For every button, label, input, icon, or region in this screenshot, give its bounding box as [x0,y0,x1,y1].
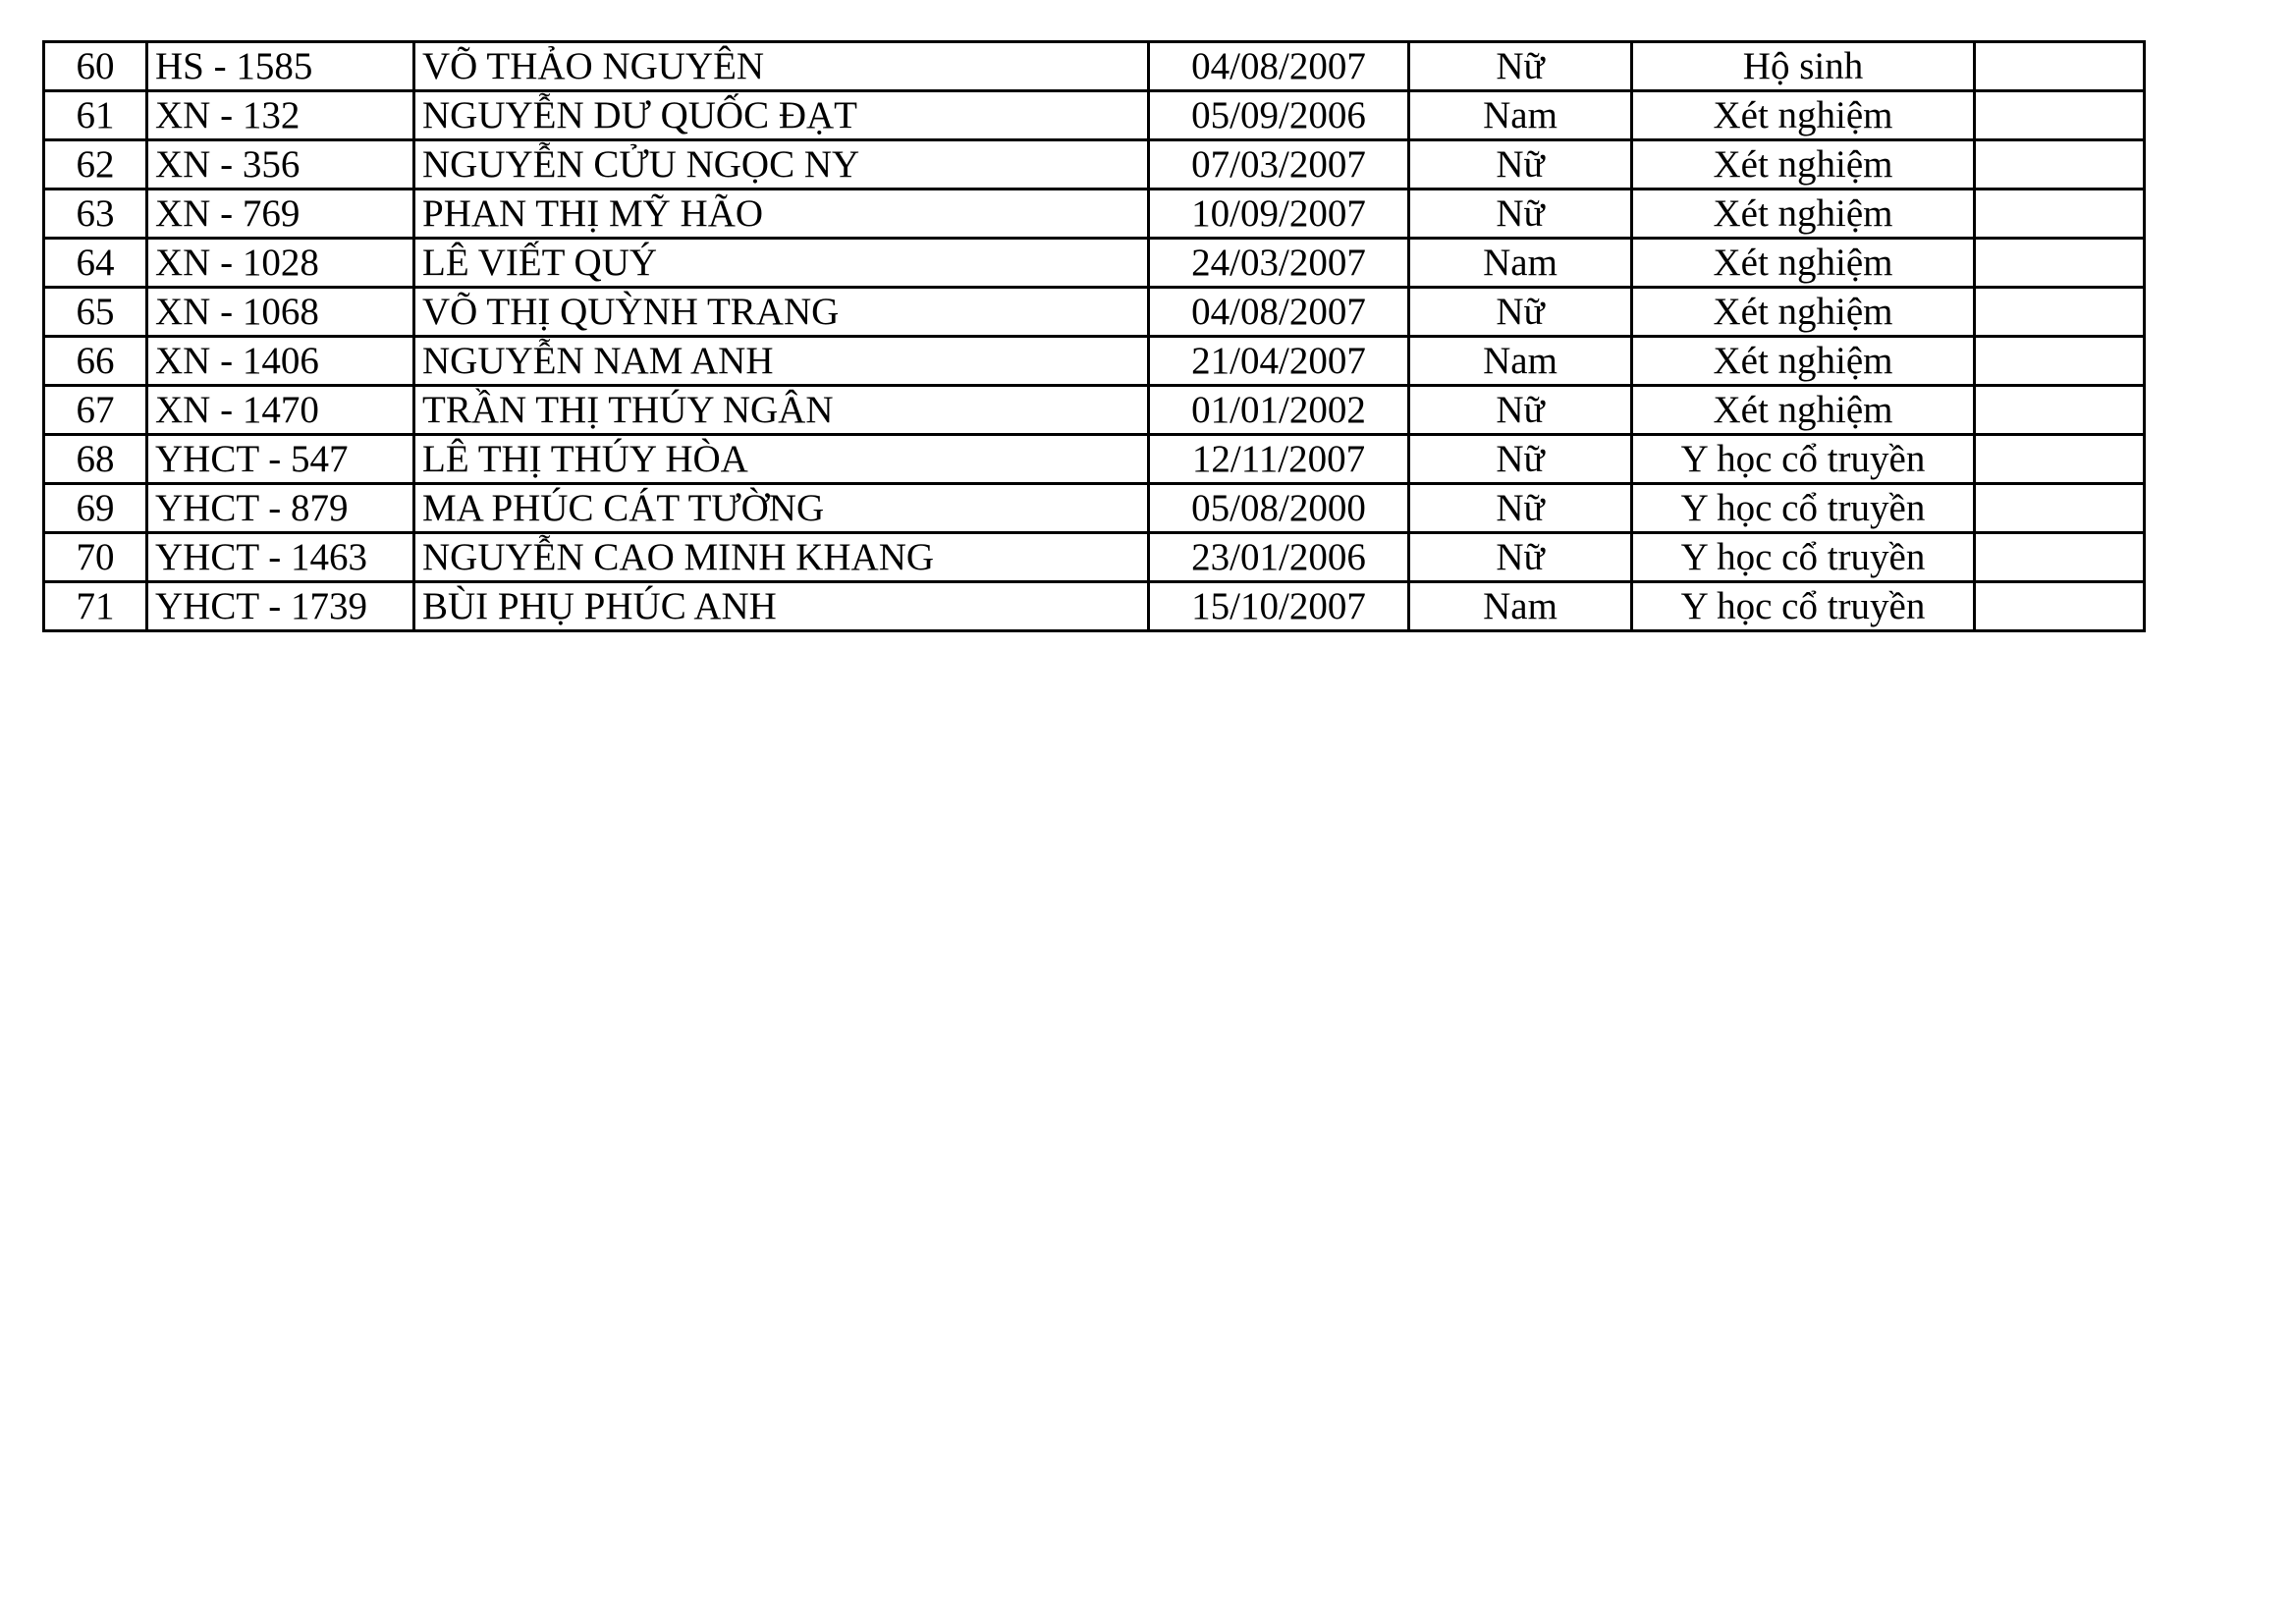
date-of-birth: 21/04/2007 [1149,337,1409,386]
major: Y học cổ truyền [1632,484,1975,533]
note [1975,386,2145,435]
student-name: BÙI PHỤ PHÚC ANH [414,582,1149,631]
student-name: VÕ THẢO NGUYÊN [414,42,1149,91]
student-code: YHCT - 1463 [147,533,414,582]
row-number: 61 [44,91,147,140]
date-of-birth: 01/01/2002 [1149,386,1409,435]
student-name: MA PHÚC CÁT TƯỜNG [414,484,1149,533]
table-row [44,386,2145,435]
gender: Nữ [1409,484,1632,533]
row-number: 62 [44,140,147,189]
table-row [44,337,2145,386]
row-number: 66 [44,337,147,386]
gender: Nữ [1409,42,1632,91]
table-row [44,288,2145,337]
gender: Nam [1409,337,1632,386]
date-of-birth: 24/03/2007 [1149,239,1409,288]
note [1975,42,2145,91]
note [1975,140,2145,189]
student-code: XN - 132 [147,91,414,140]
row-number: 71 [44,582,147,631]
row-number: 69 [44,484,147,533]
major: Xét nghiệm [1632,140,1975,189]
row-number: 70 [44,533,147,582]
major: Xét nghiệm [1632,386,1975,435]
table-row [44,140,2145,189]
student-name: NGUYỄN CAO MINH KHANG [414,533,1149,582]
major: Y học cổ truyền [1632,582,1975,631]
row-number: 63 [44,189,147,239]
table-row [44,42,2145,91]
gender: Nam [1409,582,1632,631]
row-number: 68 [44,435,147,484]
note [1975,484,2145,533]
major: Hộ sinh [1632,42,1975,91]
row-number: 64 [44,239,147,288]
gender: Nữ [1409,533,1632,582]
table-row [44,189,2145,239]
note [1975,239,2145,288]
student-name: PHAN THỊ MỸ HÃO [414,189,1149,239]
date-of-birth: 04/08/2007 [1149,288,1409,337]
student-name: NGUYỄN NAM ANH [414,337,1149,386]
gender: Nam [1409,91,1632,140]
gender: Nữ [1409,288,1632,337]
student-code: HS - 1585 [147,42,414,91]
student-name: LÊ VIẾT QUÝ [414,239,1149,288]
date-of-birth: 05/09/2006 [1149,91,1409,140]
student-code: YHCT - 879 [147,484,414,533]
student-name: NGUYỄN CỬU NGỌC NY [414,140,1149,189]
row-number: 65 [44,288,147,337]
gender: Nữ [1409,435,1632,484]
gender: Nữ [1409,140,1632,189]
note [1975,91,2145,140]
major: Xét nghiệm [1632,288,1975,337]
student-name: VÕ THỊ QUỲNH TRANG [414,288,1149,337]
student-code: YHCT - 1739 [147,582,414,631]
gender: Nữ [1409,386,1632,435]
student-code: XN - 1406 [147,337,414,386]
date-of-birth: 04/08/2007 [1149,42,1409,91]
table-row [44,435,2145,484]
student-code: XN - 356 [147,140,414,189]
gender: Nam [1409,239,1632,288]
student-code: YHCT - 547 [147,435,414,484]
student-name: TRẦN THỊ THÚY NGÂN [414,386,1149,435]
gender: Nữ [1409,189,1632,239]
date-of-birth: 05/08/2000 [1149,484,1409,533]
table-row [44,582,2145,631]
note [1975,582,2145,631]
date-of-birth: 12/11/2007 [1149,435,1409,484]
table-row [44,484,2145,533]
date-of-birth: 10/09/2007 [1149,189,1409,239]
student-code: XN - 1470 [147,386,414,435]
major: Xét nghiệm [1632,189,1975,239]
student-code: XN - 1028 [147,239,414,288]
major: Xét nghiệm [1632,239,1975,288]
table-row [44,91,2145,140]
row-number: 60 [44,42,147,91]
date-of-birth: 07/03/2007 [1149,140,1409,189]
note [1975,189,2145,239]
note [1975,337,2145,386]
major: Y học cổ truyền [1632,435,1975,484]
row-number: 67 [44,386,147,435]
table-row [44,239,2145,288]
note [1975,288,2145,337]
student-code: XN - 769 [147,189,414,239]
student-code: XN - 1068 [147,288,414,337]
student-name: LÊ THỊ THÚY HÒA [414,435,1149,484]
note [1975,533,2145,582]
major: Y học cổ truyền [1632,533,1975,582]
major: Xét nghiệm [1632,337,1975,386]
note [1975,435,2145,484]
date-of-birth: 23/01/2006 [1149,533,1409,582]
student-table [42,40,2146,632]
table-row [44,533,2145,582]
major: Xét nghiệm [1632,91,1975,140]
date-of-birth: 15/10/2007 [1149,582,1409,631]
student-name: NGUYỄN DƯ QUỐC ĐẠT [414,91,1149,140]
